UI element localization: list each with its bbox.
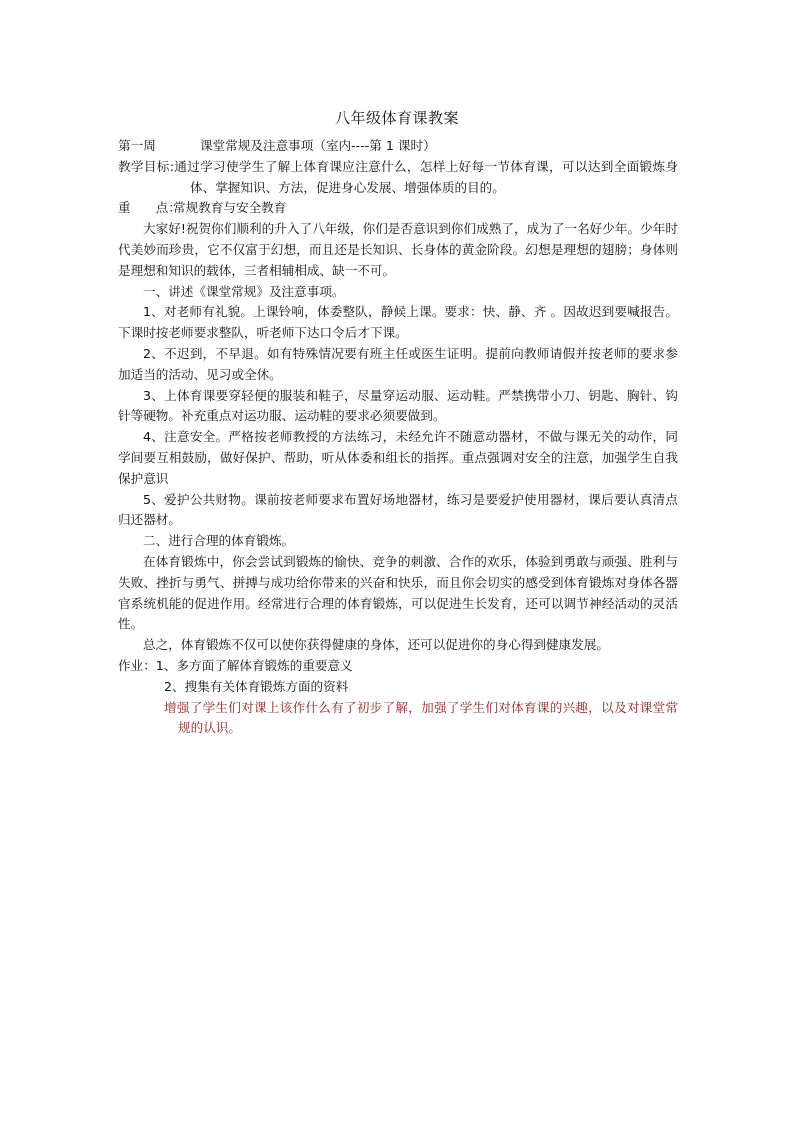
week-label: 第一周	[118, 138, 156, 153]
intro-paragraph: 大家好!祝贺你们顺利的升入了八年级，你们是否意识到你们成熟了，成为了一名好少年。少年时代美妙而珍贵，它不仅富于幻想，而且还是长知识、长身体的黄金阶段。幻想是理想的翅膀；身体则是理想和知识的载体，三者相辅相成、缺一不可。	[118, 221, 678, 278]
key-label: 重 点：	[118, 200, 181, 216]
rule-item-4: 4、注意安全。严格按老师教授的方法练习，未经允许不随意动器材，不做与课无关的动作，同学间要互相鼓励，做好保护、帮助，听从体委和组长的指挥。重点强调对安全的注意，加强学生自我保护意识	[118, 429, 678, 486]
teaching-objective	[118, 157, 678, 199]
homework-label: 作业：	[118, 657, 156, 673]
section2-heading: 二、进行合理的体育锻炼。	[143, 533, 295, 549]
week-topic-line	[118, 136, 678, 157]
homework-line-1	[118, 656, 678, 677]
lesson-content	[118, 136, 678, 739]
homework-item-2: 2、搜集有关体育锻炼方面的资料	[164, 678, 349, 694]
objective-text: 通过学习使学生了解上体育课应注意什么，怎样上好每一节体育课，可以达到全面锻炼身体、掌握知识、方法，促进身心发展、增强体质的目的。	[173, 158, 679, 195]
lesson-topic: 课堂常规及注意事项（室内----第 1 课时）	[200, 138, 436, 153]
key-points-line	[118, 198, 678, 219]
objective-label: 教学目标:	[118, 158, 174, 174]
rule-item-5: 5、爱护公共财物。课前按老师要求布置好场地器材，练习是要爱护使用器材，课后要认真清点归还器材。	[118, 491, 678, 528]
section2-body: 在体育锻炼中，你会尝试到锻炼的愉快、竞争的刺激、合作的欢乐，体验到勇敢与顽强、胜利与失败、挫折与勇气、拼搏与成功给你带来的兴奋和快乐，而且你会切实的感受到体育锻炼对身体各器官系统机能的促进作用。经常进行合理的体育锻炼，可以促进生长发育，还可以调节神经活动的灵活性。	[118, 553, 678, 632]
rule-item-3: 3、上体育课要穿轻便的服装和鞋子，尽量穿运动服、运动鞋。严禁携带小刀、钥匙、胸针、钩针等硬物。补充重点对运功服、运动鞋的要求必须要做到。	[118, 387, 678, 424]
homework-item-1: 1、多方面了解体育锻炼的重要意义	[155, 657, 353, 673]
rule-item-1: 1、对老师有礼貌。上课铃响，体委整队，静候上课。要求：快、静、齐 。因故迟到要喊报告。下课时按老师要求整队，听老师下达口令后才下课。	[118, 304, 678, 341]
rule-item-2: 2、不迟到，不早退。如有特殊情况要有班主任或医生证明。提前向教师请假并按老师的要求参加适当的活动、见习或全休。	[118, 345, 678, 382]
lesson-summary: 增强了学生们对课上该作什么有了初步了解，加强了学生们对体育课的兴趣，以及对课堂常规的认识。	[164, 699, 678, 736]
key-text: 常规教育与安全教育	[173, 200, 287, 216]
page-title: 八年级体育课教案	[334, 109, 459, 127]
section1-heading: 一、讲述《课堂常规》及注意事项。	[143, 283, 345, 299]
conclusion-paragraph: 总之，体育锻炼不仅可以使你获得健康的身体，还可以促进你的身心得到健康发展。	[143, 637, 609, 653]
